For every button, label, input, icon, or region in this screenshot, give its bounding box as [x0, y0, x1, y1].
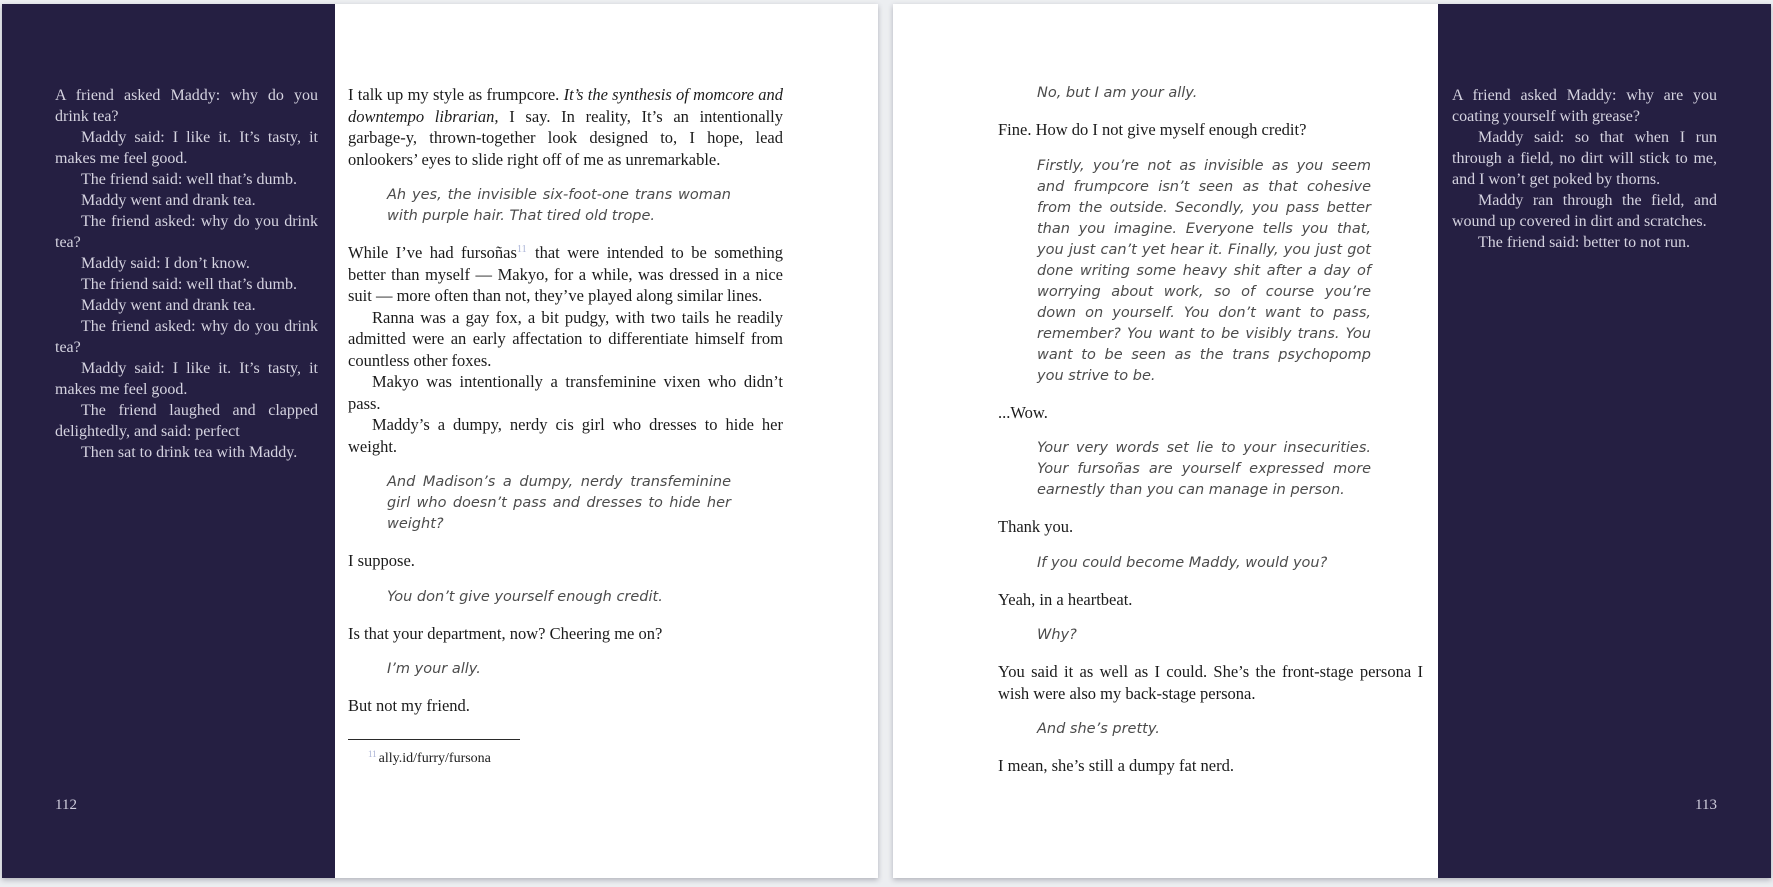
margin-story-paragraph: The friend asked: why do you drink tea?: [55, 318, 318, 356]
ally-dialogue-quote: [387, 659, 731, 680]
text-run: You said it as well as I could. She’s the front-stage persona I wish were also my back-stage persona.: [998, 662, 1423, 703]
text-run: Ah yes, the invisible six-foot-one trans woman with purple hair. That tired old trope.: [387, 187, 731, 224]
body-paragraph: [998, 589, 1423, 611]
ally-dialogue-quote: [1037, 625, 1371, 646]
page-number-left: 112: [55, 797, 77, 813]
text-run: No, but I am your ally.: [1037, 85, 1198, 101]
body-paragraph: [998, 755, 1423, 777]
text-run: Your very words set lie to your insecurities. Your fursoñas are yourself expressed more earnestly than you can manage in person.: [1037, 440, 1371, 498]
body-text-left: [335, 4, 878, 878]
page-number-right: 113: [1695, 797, 1717, 813]
text-run: You don’t give yourself enough credit.: [387, 588, 663, 605]
text-run: I mean, she’s still a dumpy fat nerd.: [998, 756, 1234, 775]
margin-story-panel-right: [1438, 4, 1771, 878]
body-paragraph: [348, 242, 783, 307]
margin-story-paragraph: The friend laughed and clapped delightedly, and said: perfect: [55, 402, 318, 440]
margin-story-paragraph: Maddy said: I like it. It’s tasty, it makes me feel good.: [55, 360, 318, 398]
body-paragraph: [348, 550, 783, 572]
italic-phrase: It’s the synthesis of momcore and downtempo librarian,: [348, 85, 783, 126]
margin-story-paragraph: Maddy said: I like it. It’s tasty, it makes me feel good.: [55, 129, 318, 167]
margin-story-paragraph: The friend asked: why do you drink tea?: [55, 213, 318, 251]
text-run: While I’ve had fursoñas: [348, 243, 517, 262]
ally-dialogue-quote: [1037, 438, 1371, 501]
margin-story-paragraph: Maddy went and drank tea.: [81, 297, 256, 314]
margin-story-panel-left: [2, 4, 335, 878]
margin-story-text-right: [1452, 85, 1717, 253]
text-run: I’m your ally.: [387, 661, 481, 677]
text-run: But not my friend.: [348, 696, 470, 715]
text-run: ...Wow.: [998, 402, 1048, 422]
footnote-reference-marker: 11: [516, 244, 527, 255]
footnote-marker: 11: [368, 748, 377, 759]
margin-story-paragraph: A friend asked Maddy: why do you drink tea?: [55, 87, 318, 125]
footnote: [348, 739, 783, 768]
margin-story-text-left: [55, 85, 318, 463]
text-run: Fine. How do I not give myself enough credit?: [998, 120, 1307, 139]
footnote-text: $^{11}$ ally.id/furry/fursona: [368, 748, 491, 766]
margin-story-paragraph: Maddy ran through the field, and wound up covered in dirt and scratches.: [1452, 192, 1717, 230]
text-run: Yeah, in a heartbeat.: [998, 589, 1133, 609]
body-paragraph: [998, 119, 1423, 141]
margin-story-paragraph: Then sat to drink tea with Maddy.: [81, 444, 298, 461]
body-paragraph: [348, 84, 783, 170]
ally-dialogue-quote: [387, 472, 731, 535]
text-run: Thank you.: [998, 517, 1074, 536]
text-run: Firstly, you’re not as invisible as you seem and frumpcore isn’t seen as that cohesive from the outside. Secondly, you pass better than you imagine. Everyone tells you that, you just can’t yet hear it. Finally, you just got done writing some heavy shit after a day of worrying about work, so of course you’re down on yourself. You don’t want to pass, remember? You want to be visibly trans. You want to be seen as the trans psychopomp you strive to be.: [1037, 157, 1371, 384]
text-run: If you could become Maddy, would you?: [1037, 554, 1328, 571]
margin-story-paragraph: Maddy went and drank tea.: [81, 192, 256, 209]
body-paragraph: [998, 661, 1423, 704]
text-run: that were intended to be something better than myself — Makyo, for a while, was dressed in a nice suit — more often than not, they’ve played along similar lines.: [348, 243, 783, 305]
margin-story-paragraph: The friend said: well that’s dumb.: [81, 276, 297, 293]
ally-dialogue-quote: [387, 587, 731, 608]
ally-dialogue-quote: [1037, 83, 1371, 104]
text-run: Ranna was a gay fox, a bit pudgy, with two tails he readily admitted were an early affectation to differentiate himself from countless other foxes.: [348, 307, 783, 370]
ally-dialogue-quote: [1037, 553, 1371, 574]
text-run: And Madison’s a dumpy, nerdy transfeminine girl who doesn’t pass and dresses to hide her weight?: [387, 474, 731, 532]
book-page-right: [893, 4, 1771, 878]
text-run: I talk up my style as frumpcore.: [348, 85, 564, 104]
text-run: Why?: [1037, 627, 1077, 643]
margin-story-paragraph: The friend said: well that’s dumb.: [81, 171, 297, 188]
text-run: I suppose.: [348, 551, 415, 570]
ally-dialogue-quote: [387, 185, 731, 227]
margin-story-paragraph: Maddy said: I don’t know.: [81, 255, 250, 272]
text-run: And she’s pretty.: [1037, 721, 1160, 737]
text-run: Maddy’s a dumpy, nerdy cis girl who dresses to hide her weight.: [348, 415, 783, 456]
margin-story-paragraph: The friend said: better to not run.: [1478, 234, 1690, 251]
ally-dialogue-quote: [1037, 156, 1371, 387]
body-paragraph: [348, 695, 783, 717]
body-text-right: [893, 4, 1438, 878]
body-paragraph: [348, 307, 783, 372]
body-paragraph: [348, 623, 783, 645]
book-page-left: [2, 4, 878, 878]
margin-story-paragraph: A friend asked Maddy: why are you coating yourself with grease?: [1452, 87, 1717, 125]
margin-story-paragraph: Maddy said: so that when I run through a field, no dirt will stick to me, and I won’t get poked by thorns.: [1452, 129, 1717, 188]
footnote-rule: [348, 739, 520, 740]
text-run: I say. In reality, It’s an intentionally garbage-y, thrown-together look designed to, I hope, lead onlookers’ eyes to slide right off of me as unremarkable.: [348, 106, 783, 169]
ally-dialogue-quote: [1037, 719, 1371, 740]
body-paragraph: [998, 402, 1423, 424]
body-paragraph: [998, 516, 1423, 538]
text-run: Is that your department, now? Cheering me on?: [348, 623, 663, 643]
body-paragraph: [348, 371, 783, 414]
body-paragraph: [348, 414, 783, 457]
text-run: Makyo was intentionally a transfeminine vixen who didn’t pass.: [348, 372, 783, 413]
